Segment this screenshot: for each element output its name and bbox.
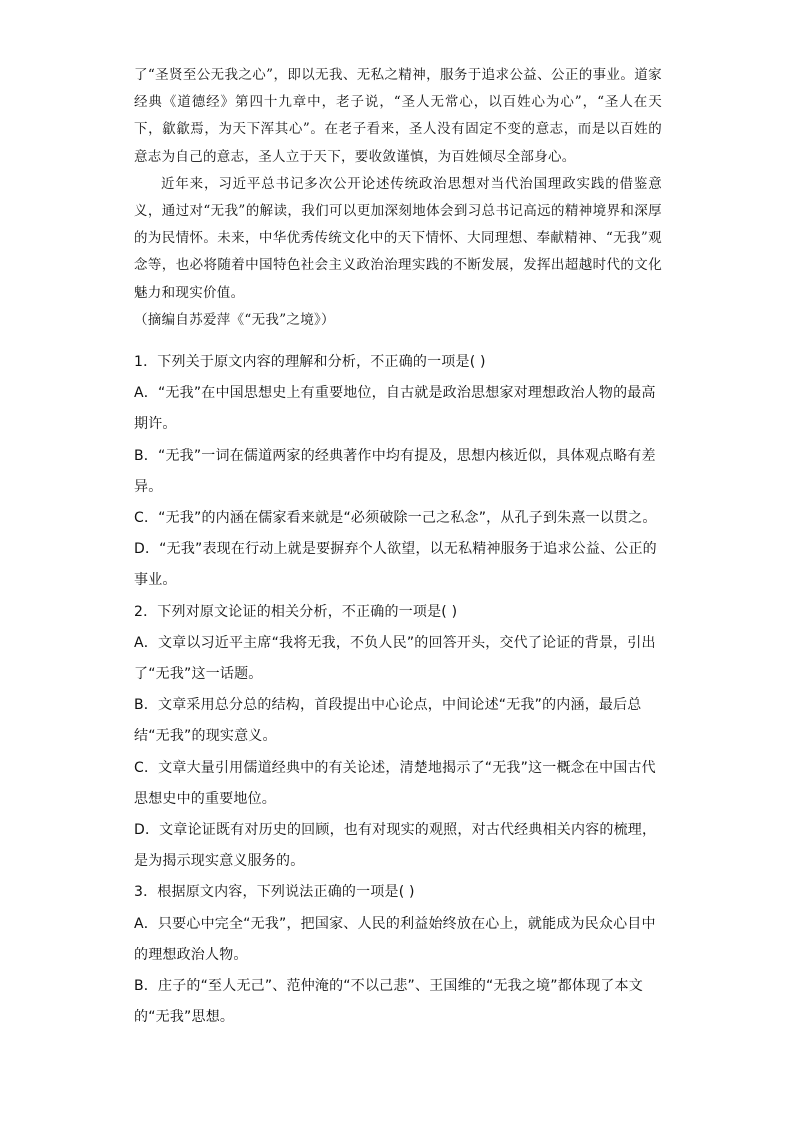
passage-paragraph: 近年来，习近平总书记多次公开论述传统政治思想对当代治国理政实践的借鉴意义，通过对“无我”的解读，我们可以更加深刻地体会到习总书记高远的精神境界和深厚的为民情怀。未来，中华优秀传统文化中的天下情怀、大同理想、奉献精神、“无我”观念等，也必将随着中国特色社会主义政治治理实践的不断发展，发挥出超越时代的文化魅力和现实价值。: [134, 175, 662, 301]
option-d: D．“无我”表现在行动上就是要摒弃个人欲望，以无私精神服务于追求公益、公正的事业。: [134, 541, 657, 589]
passage-source: （摘编自苏爱萍《“无我”之境》）: [134, 311, 335, 328]
question-stem: 1．下列关于原文内容的理解和分析，不正确的一项是( ): [134, 354, 486, 370]
option-a: A．“无我”在中国思想史上有重要地位，自古就是政治思想家对理想政治人物的最高期许。: [134, 385, 656, 433]
question-1: [134, 347, 664, 597]
question-3: [134, 877, 664, 1033]
option-b: B．庄子的“至人无己”、范仲淹的“不以己悲”、王国维的“无我之境”都体现了本文的“无我”思想。: [134, 978, 643, 1026]
question-stem: 3．根据原文内容，下列说法正确的一项是( ): [134, 884, 415, 901]
option-c: C．文章大量引用儒道经典中的有关论述，清楚地揭示了“无我”这一概念在中国古代思想史中的重要地位。: [134, 759, 656, 807]
option-c: C．“无我”的内涵在儒家看来就是“必须破除一己之私念”，从孔子到朱熹一以贯之。: [134, 510, 657, 527]
question-list: [134, 347, 664, 1033]
question-stem: 2．下列对原文论证的相关分析，不正确的一项是( ): [134, 603, 458, 620]
option-b: B．文章采用总分总的结构，首段提出中心论点，中间论述“无我”的内涵，最后总结“无我”的现实意义。: [134, 697, 642, 745]
option-a: A．只要心中完全“无我”，把国家、人民的利益始终放在心上，就能成为民众心目中的理想政治人物。: [134, 915, 656, 963]
option-b: B．“无我”一词在儒道两家的经典著作中均有提及，思想内核近似，具体观点略有差异。: [134, 447, 656, 495]
reading-passage: [134, 62, 662, 334]
passage-paragraph: 了“圣贤至公无我之心”，即以无我、无私之精神，服务于追求公益、公正的事业。道家经典《道德经》第四十九章中，老子说，“圣人无常心，以百姓心为心”，“圣人在天下，歙歙焉，为天下浑其心”。在老子看来，圣人没有固定不变的意志，而是以百姓的意志为自己的意志，圣人立于天下，要收敛谨慎，为百姓倾尽全部身心。: [134, 67, 662, 165]
question-2: [134, 597, 664, 878]
option-a: A．文章以习近平主席“我将无我，不负人民”的回答开头，交代了论证的背景，引出了“无我”这一话题。: [134, 634, 656, 683]
option-d: D．文章论证既有对历史的回顾，也有对现实的观照，对古代经典相关内容的梳理，是为揭示现实意义服务的。: [134, 822, 657, 870]
